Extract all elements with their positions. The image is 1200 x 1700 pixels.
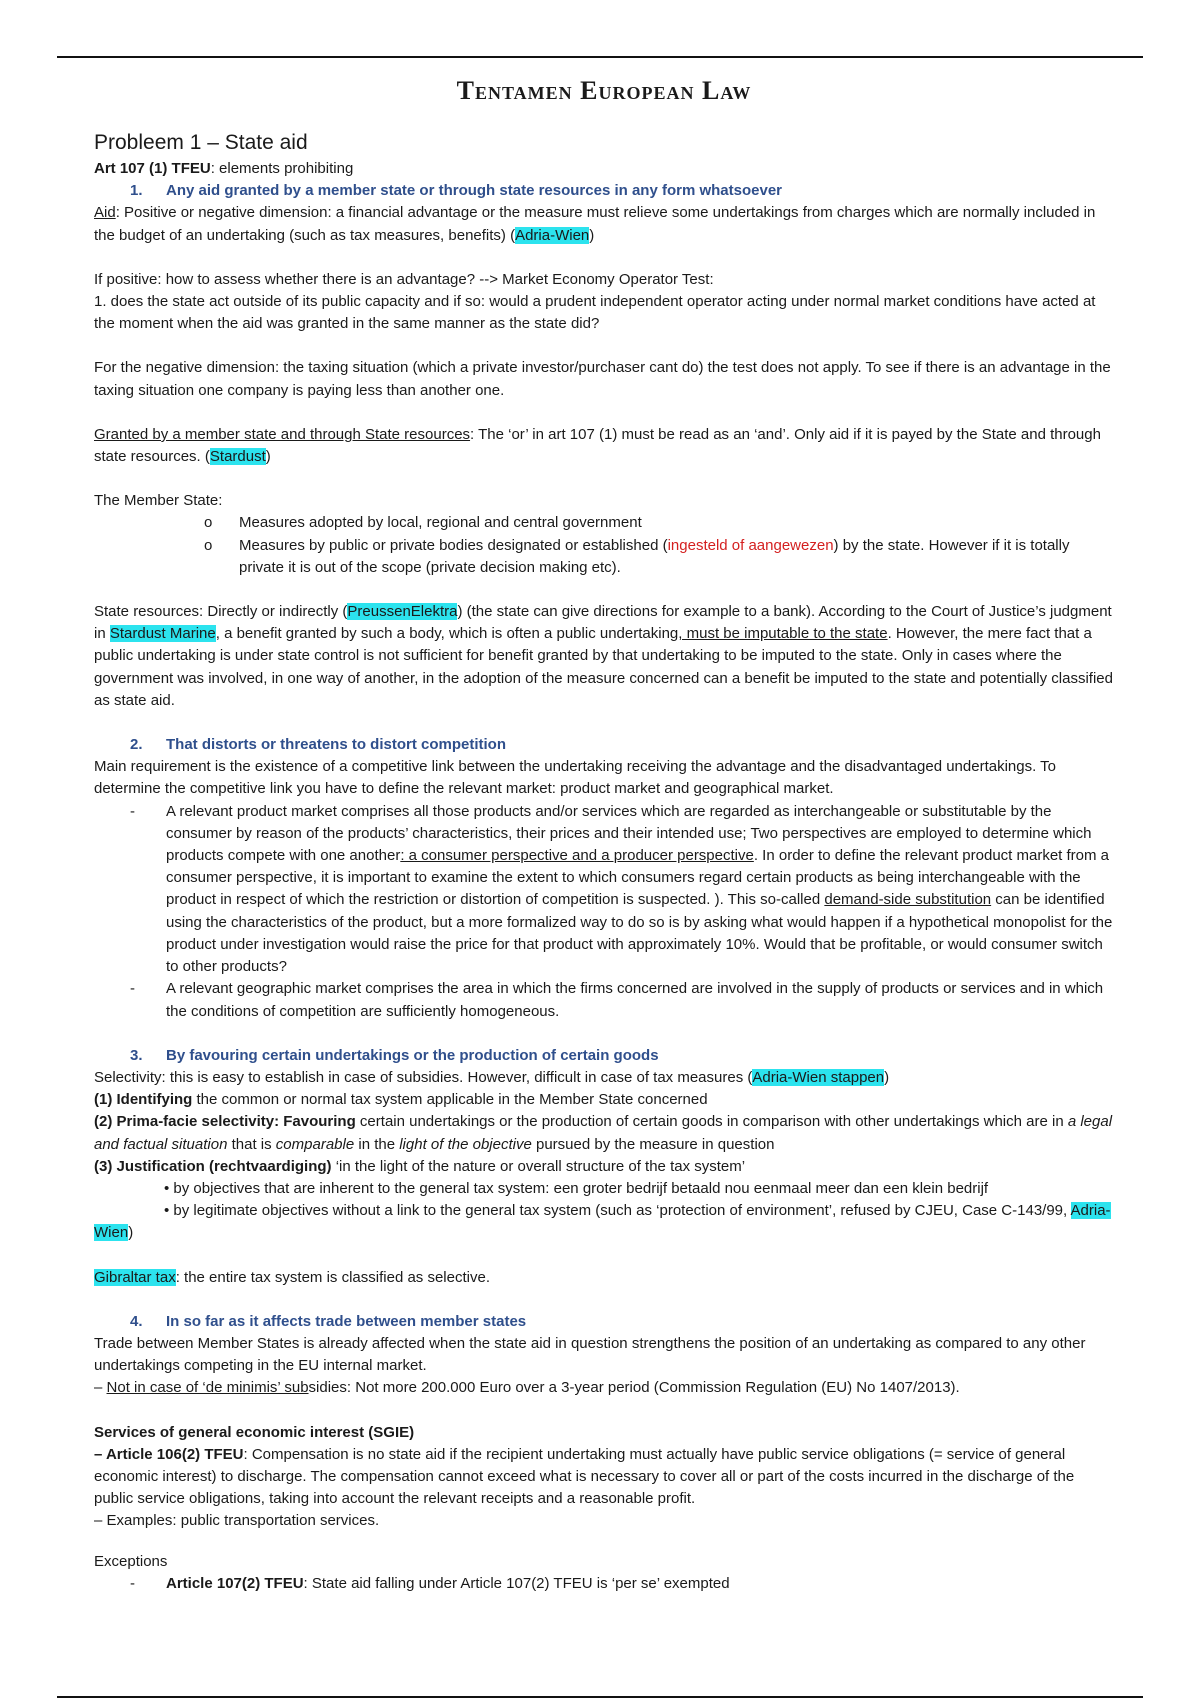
list-item-text: Measures by public or private bodies designated or established (ingesteld of aangewezen) by the state. However if it is totally private it is out of the scope (private decision making etc). (239, 536, 1070, 576)
case-highlight: Stardust (209, 448, 266, 466)
meot-line-2: 1. does the state act outside of its public capacity and if so: would a prudent independent operator acting under normal market conditions have acted at the moment when the aid was granted in the same manner as the state did? (94, 293, 1096, 333)
list-item: • by objectives that are inherent to the general tax system: een groter bedrijf betaald nou eenmaal meer dan een klein bedrijf (164, 1179, 989, 1197)
subheading-1-title: Any aid granted by a member state or through state resources in any form whatsoever (166, 182, 783, 200)
underlined-phrase: : a consumer perspective and a producer perspective (400, 847, 754, 865)
subheading-4-number: 4. (130, 1312, 143, 1330)
case-highlight: PreussenElektra (347, 603, 458, 621)
state-resources-paragraph: State resources: Directly or indirectly (PreussenElektra) (the state can give directions for example to a bank). According to the Court of Justice’s judgment in Stardust Marine, a benefit granted by such a body, which is often a public undertaking, must be imputable to the state. However, the mere fact that a public undertaking is under state control is not sufficient for benefit granted by that undertaking to be imputed to the state. Only in cases where the government was involved, in one way of another, in the adoption of the measure concerned can a benefit be imputed to the state and potentially classified as state aid. (94, 603, 1113, 709)
list-item (94, 535, 1114, 579)
list-item (94, 512, 1114, 534)
section-heading: Probleem 1 – State aid (94, 131, 308, 154)
subheading-2-title: That distorts or threatens to distort competition (166, 736, 507, 754)
aid-paragraph (94, 202, 1114, 246)
sgie-heading: Services of general economic interest (SGIE) (94, 1423, 415, 1441)
member-state-label: The Member State: (94, 492, 223, 510)
underlined-phrase: , must be imputable to the state (678, 625, 888, 643)
trade-paragraph: Trade between Member States is already affected when the state aid in question strengthens the position of an undertaking as compared to any other undertakings competing in the EU internal market. (94, 1334, 1086, 1375)
case-highlight: Stardust Marine (109, 625, 216, 643)
circle-bullet-icon: o (204, 536, 213, 554)
subheading-4 (94, 1311, 1114, 1333)
dash-bullet-icon: - (130, 980, 135, 998)
case-highlight: Adria-Wien (515, 226, 590, 244)
gibraltar-line: Gibraltar tax: the entire tax system is classified as selective. (94, 1268, 490, 1286)
case-highlight: Adria-Wien stappen (752, 1068, 885, 1086)
document-page (94, 70, 1114, 1595)
underlined-phrase: demand-side substitution (824, 891, 992, 909)
granted-paragraph (94, 424, 1114, 468)
list-item: - A relevant product market comprises all those products and/or services which are regarded as interchangeable or substitutable by the consumer by reason of the products’ characteristics, their prices and their intended use; Two perspectives are employed to determine which products compete with one another: a consumer perspective and a producer perspective. In order to define the relevant product market from a consumer perspective, it is important to examine the extent to which consumers regard certain products as being interchangeable with the product in respect of which the restriction or distortion of competition is suspected. ). This so-called demand-side substitution can be identified using the characteristics of the product, but a more formalized way to do so is by asking what would happen if a hypothetical monopolist for the product under investigation would raise the price for that product with approximately 10%. Would that be profitable, or would consumer switch to other products? (130, 802, 1113, 976)
sgie-article-paragraph: – Article 106(2) TFEU: Compensation is no state aid if the recipient undertaking must actually have public service obligations (= service of general economic interest) to discharge. The compensation cannot exceed what is necessary to cover all or part of the costs incurred in the discharge of the public service obligations, taking into account the relevant receipts and a reasonable profit. (94, 1445, 1075, 1508)
subheading-1-number: 1. (130, 182, 143, 200)
selectivity-step-1: (1) Identifying the common or normal tax system applicable in the Member State concerned (94, 1091, 708, 1109)
subheading-2-number: 2. (130, 736, 143, 754)
subheading-1 (94, 180, 1114, 202)
meot-line-1: If positive: how to assess whether there is an advantage? --> Market Economy Operator Test: (94, 270, 714, 288)
art107-text: : elements prohibiting (210, 160, 354, 177)
dash-bullet-icon: - (130, 1574, 135, 1592)
art107-label: Art 107 (1) TFEU (94, 160, 211, 177)
aid-close: ) (589, 226, 595, 244)
circle-bullet-icon: o (204, 514, 213, 532)
selectivity-step-2: (2) Prima-facie selectivity: Favouring certain undertakings or the production of certain goods in comparison with other undertakings which are in a legal and factual situation that is comparable in the light of the objective pursued by the measure in question (94, 1113, 1113, 1153)
subheading-4-title: In so far as it affects trade between member states (166, 1312, 527, 1330)
case-highlight: Adria-Wien (94, 1202, 1111, 1242)
subheading-2 (94, 734, 1114, 756)
subheading-3 (94, 1045, 1114, 1067)
negative-dimension-paragraph: For the negative dimension: the taxing situation (which a private investor/purchaser cant do) the test does not apply. To see if there is an advantage in the taxing situation one company is paying less than another one. (94, 359, 1111, 399)
aid-text: : Positive or negative dimension: a financial advantage or the measure must relieve some undertakings from charges which are normally included in the budget of an undertaking (such as tax measures, benefits) ( (94, 204, 1096, 244)
competition-paragraph: Main requirement is the existence of a competitive link between the undertaking receiving the advantage and the disadvantaged undertakings. To determine the competitive link you have to define the relevant market: product market and geographical market. (94, 758, 1056, 798)
case-highlight: Gibraltar tax (94, 1268, 176, 1286)
aid-label: Aid (94, 204, 116, 222)
exceptions-label: Exceptions (94, 1552, 168, 1570)
de-minimis-line: – Not in case of ‘de minimis’ subsidies: Not more 200.000 Euro over a 3-year period (Commission Regulation (EU) No 1407/2013). (94, 1379, 960, 1397)
bottom-rule (57, 1696, 1143, 1698)
sgie-examples: – Examples: public transportation services. (94, 1512, 380, 1530)
subheading-3-number: 3. (130, 1046, 143, 1064)
document-title: Tentamen European Law (456, 76, 752, 105)
subheading-3-title: By favouring certain undertakings or the production of certain goods (166, 1046, 659, 1064)
selectivity-step-3: (3) Justification (rechtvaardiging) ‘in the light of the nature or overall structure of the tax system’ (94, 1157, 746, 1175)
dash-bullet-icon: - (130, 802, 135, 820)
dutch-translation: ingesteld of aangewezen (667, 536, 834, 554)
selectivity-intro: Selectivity: this is easy to establish in case of subsidies. However, difficult in case of tax measures (Adria-Wien stappen) (94, 1068, 890, 1086)
granted-close: ) (265, 448, 271, 466)
top-rule (57, 56, 1143, 58)
list-item: • by legitimate objectives without a link to the general tax system (such as ‘protection of environment’, refused by CJEU, Case C-143/99, Adria-Wien) (94, 1202, 1111, 1242)
art107-line (94, 158, 1114, 180)
list-item: - A relevant geographic market comprises the area in which the firms concerned are involved in the supply of products or services and in which the conditions of competition are sufficiently homogeneous. (130, 980, 1104, 1020)
list-item: - Article 107(2) TFEU: State aid falling under Article 107(2) TFEU is ‘per se’ exempted (94, 1573, 1114, 1595)
list-item-text: Measures adopted by local, regional and central government (239, 514, 642, 532)
granted-text: : The ‘or’ in art 107 (1) must be read as an ‘and’. Only aid if it is payed by the State and through state resources. ( (94, 425, 1101, 466)
granted-label: Granted by a member state and through State resources (94, 425, 471, 443)
